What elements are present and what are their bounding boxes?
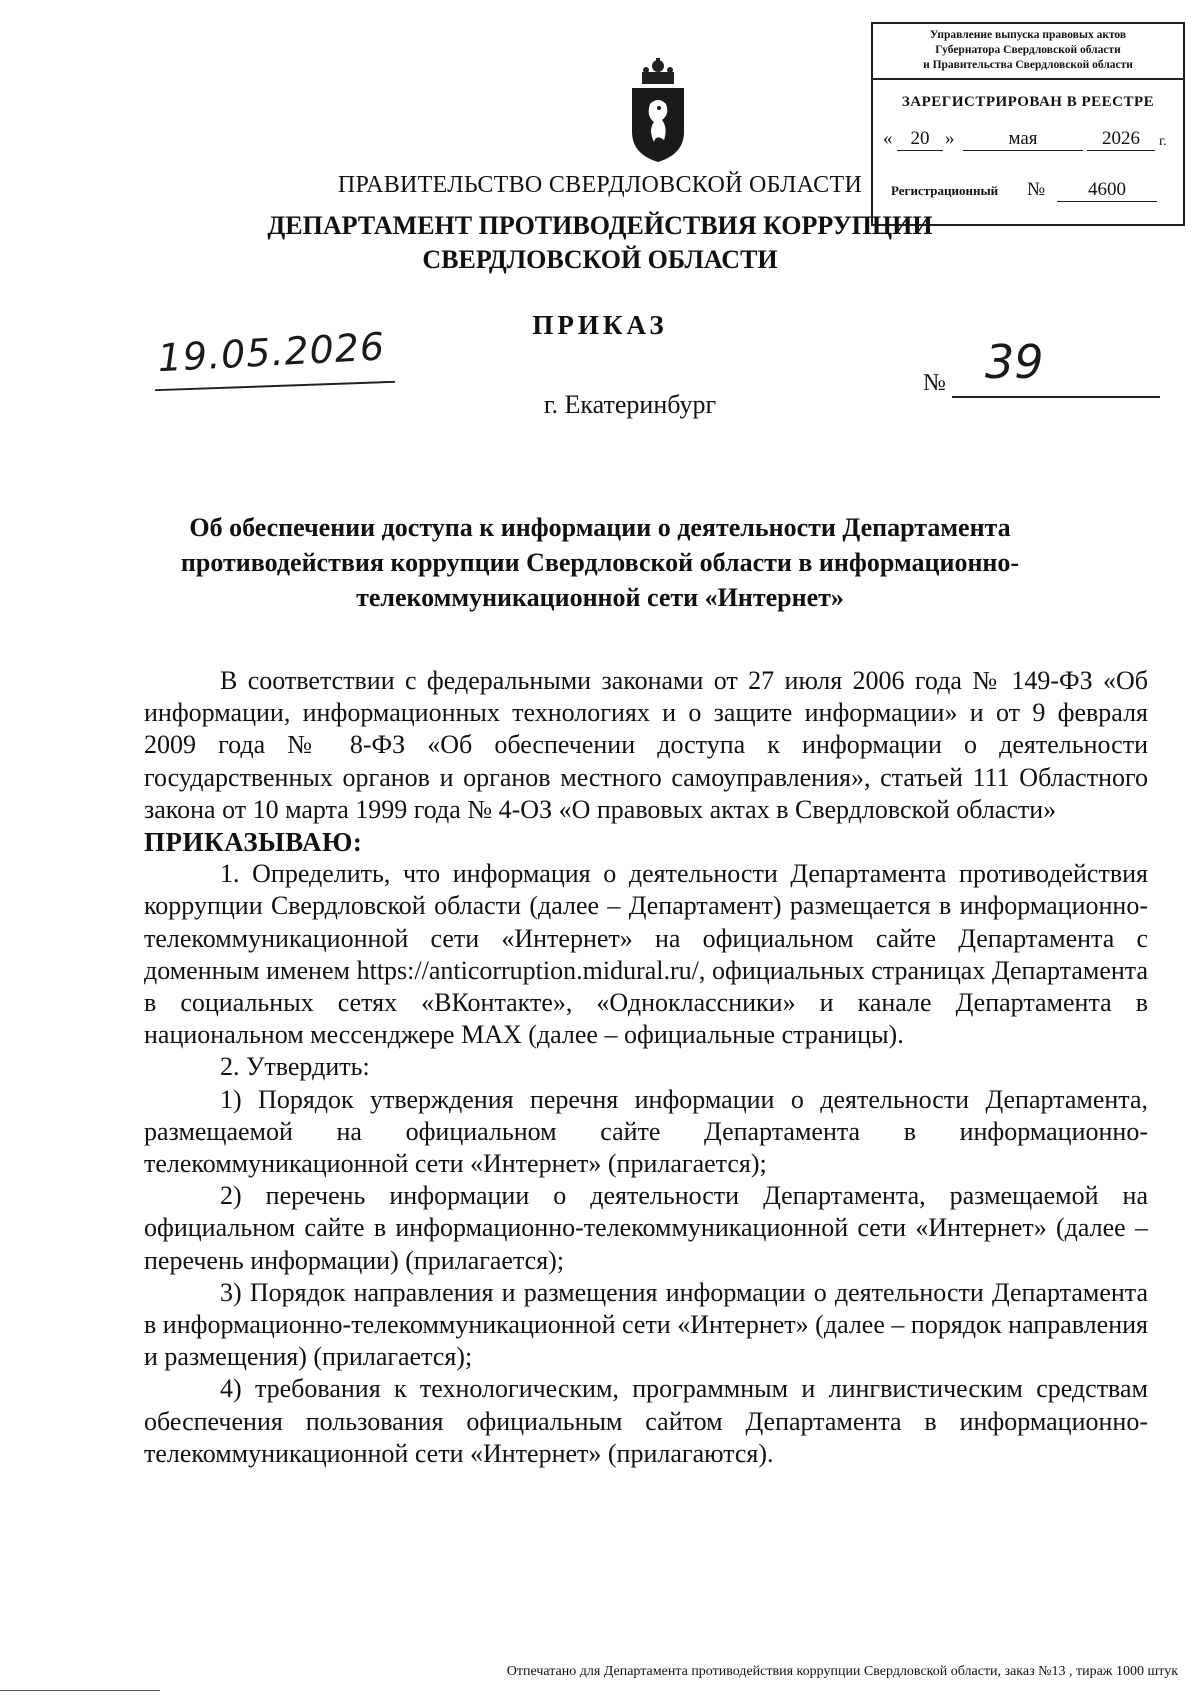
footer-rule [0, 1690, 160, 1691]
order-number-sign: № [923, 370, 946, 396]
order-body [144, 665, 1148, 1470]
order-subject: Об обеспечении доступа к информации о деятельности Департамента противодействия коррупции Свердловской области в информационно-телекоммуникационной сети «Интернет» [180, 513, 1020, 612]
department-title-line: ДЕПАРТАМЕНТ ПРОТИВОДЕЙСТВИЯ КОРРУПЦИИ [267, 211, 933, 240]
document-type: ПРИКАЗ [532, 310, 668, 340]
order-subitem: 3) Порядок направления и размещения информации о деятельности Департамента в информационно-телекоммуникационной сети «Интернет» (далее – порядок направления и размещения) (прилагается); [144, 1277, 1148, 1372]
stamp-header-line: Губернатора Свердловской области [935, 44, 1121, 56]
stamp-year: 2026 [1087, 128, 1155, 151]
stamp-quote-close: » [945, 128, 955, 149]
department-title [120, 209, 1080, 277]
stamp-header-line: Управление выпуска правовых актов [929, 29, 1127, 41]
order-subitem: 1) Порядок утверждения перечня информации о деятельности Департамента, размещаемой на официальном сайте Департамента в информационно-телекоммуникационной сети «Интернет» (прилагается); [144, 1084, 1148, 1179]
order-subitem: 2) перечень информации о деятельности Департамента, размещаемой на официальном сайте в информационно-телекоммуникационной сети «Интернет» (далее – перечень информации) (прилагается); [144, 1181, 1148, 1275]
order-item: 2. Утвердить: [220, 1052, 370, 1082]
stamp-year-suffix: г. [1159, 134, 1167, 149]
handwritten-order-number: 39 [985, 335, 1044, 389]
command-word: ПРИКАЗЫВАЮ: [144, 827, 363, 858]
stamp-header-line: и Правительства Свердловской области [923, 59, 1133, 71]
department-title-line: СВЕРДЛОВСКОЙ ОБЛАСТИ [422, 245, 778, 274]
stamp-day: 20 [897, 128, 943, 151]
stamp-header [873, 24, 1183, 80]
stamp-registered-label: ЗАРЕГИСТРИРОВАН В РЕЕСТРЕ [901, 94, 1155, 110]
stamp-reg-number: 4600 [1057, 179, 1157, 202]
government-title: ПРАВИТЕЛЬСТВО СВЕРДЛОВСКОЙ ОБЛАСТИ [337, 172, 863, 198]
stamp-month: мая [963, 128, 1083, 151]
handwritten-date: 19.05.2026 [156, 324, 387, 381]
order-item: 1. Определить, что информация о деятельности Департамента противодействия коррупции Свердловской области (далее – Департамент) размещается в информационно-телекоммуникационной сети «Интернет» на официальном сайте Департамента с доменным именем https://anticorruption.midural.ru/, официальных страницах Департамента в социальных сетях «ВКонтакте», «Одноклассники» и канале Департамента в национальном мессенджере MAX (далее – официальные страницы). [144, 859, 1148, 1050]
coat-of-arms-icon [628, 58, 688, 164]
stamp-quote-open: « [883, 128, 893, 149]
stamp-date [883, 128, 1173, 154]
order-number-underline [952, 396, 1160, 398]
print-footer: Отпечатано для Департамента противодействия коррупции Свердловской области, заказ №13 , тираж 1000 штук [506, 1664, 1178, 1679]
preamble: В соответствии с федеральными законами от 27 июля 2006 года № 149-ФЗ «Об информации, информационных технологиях и о защите информации» и от 9 февраля 2009 года № 8-ФЗ «Об обеспечении доступа к информации о деятельности государственных органов и органов местного самоуправления», статьей 111 Областного закона от 10 марта 1999 года № 4-ОЗ «О правовых актах в Свердловской области» [144, 666, 1148, 824]
stamp-no-sign: № [1027, 179, 1046, 200]
city: г. Екатеринбург [543, 390, 717, 419]
order-subitem: 4) требования к технологическим, программным и лингвистическим средствам обеспечения пользования официальным сайтом Департамента в информационно-телекоммуникационной сети «Интернет» (прилагаются). [144, 1374, 1148, 1468]
stamp-reg-label: Регистрационный [891, 183, 999, 198]
